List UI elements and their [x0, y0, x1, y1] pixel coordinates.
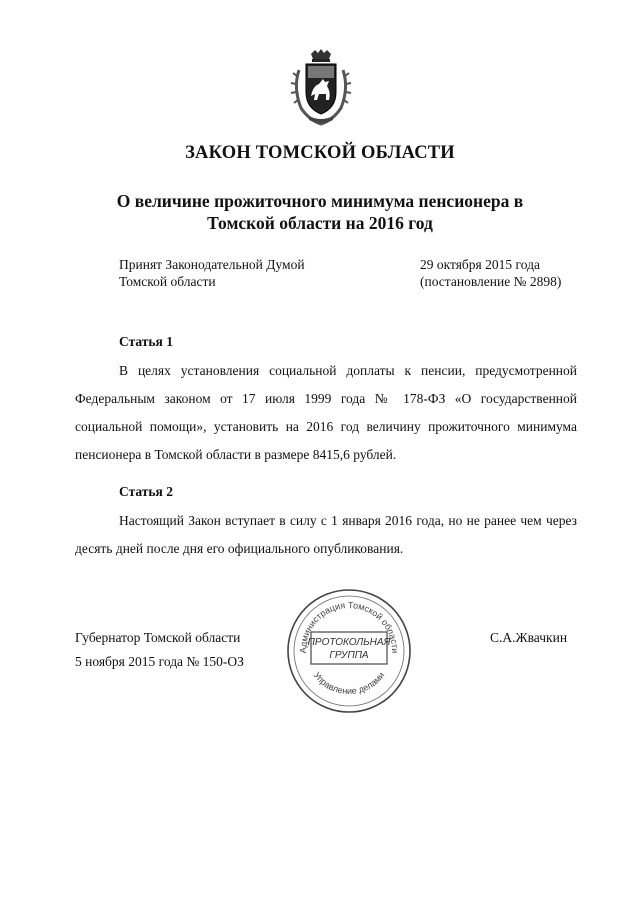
resolution-number: (постановление № 2898)	[420, 274, 562, 289]
seal-bottom-text: Управление делами	[311, 670, 387, 697]
article-2-text: Настоящий Закон вступает в силу с 1 января 2016 года, но не ранее чем через десять дней после дня его официального опубликования.	[75, 513, 577, 556]
seal-inner-line-1: ПРОТОКОЛЬНАЯ	[307, 637, 391, 648]
article-1	[75, 333, 577, 469]
coat-of-arms-icon	[289, 48, 353, 128]
law-title: ЗАКОН ТОМСКОЙ ОБЛАСТИ	[185, 143, 455, 163]
adopted-by	[119, 256, 305, 290]
article-2-heading: Статья 2	[119, 484, 173, 499]
seal-inner-line-2: ГРУППА	[329, 650, 369, 661]
adoption-date-text: 29 октября 2015 года	[420, 257, 540, 272]
signature-block	[75, 626, 244, 674]
law-subtitle	[60, 190, 580, 234]
law-date-number: 5 ноября 2015 года № 150-ОЗ	[75, 654, 244, 669]
governor-name: С.А.Жвачкин	[490, 630, 568, 645]
seal-outer-text: Администрация Томской области	[297, 599, 401, 654]
subtitle-line-2: Томской области на 2016 год	[207, 213, 433, 233]
adoption-date	[420, 256, 561, 290]
round-stamp-icon	[284, 586, 414, 716]
article-1-heading: Статья 1	[119, 334, 173, 349]
adopted-by-line-1: Принят Законодательной Думой	[119, 257, 305, 272]
article-2	[75, 483, 577, 563]
governor-position: Губернатор Томской области	[75, 630, 241, 645]
adopted-by-line-2: Томской области	[119, 274, 216, 289]
article-1-text: В целях установления социальной доплаты к пенсии, предусмотренной Федеральным законом от 17 июля 1999 года № 178-ФЗ «О государственной социальной помощи», установить на 2016 год величину прожиточного минимума пенсионера в Томской области в размере 8415,6 рублей.	[75, 363, 577, 462]
subtitle-line-1: О величине прожиточного минимума пенсионера в	[116, 191, 524, 211]
